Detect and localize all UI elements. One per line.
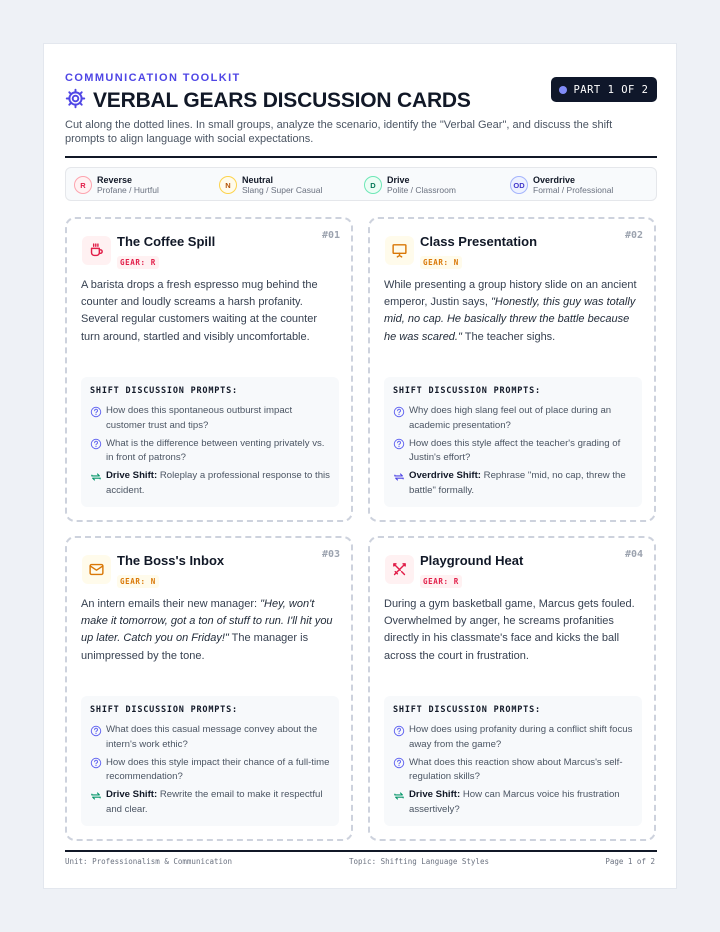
legend-item-reverse [74, 175, 159, 195]
discussion-card [368, 217, 656, 522]
title-row [65, 88, 471, 114]
shift-text: Drive Shift: Rewrite the email to make it respectful and clear. [106, 789, 323, 815]
prompt-text: What is the difference between venting privately vs. in front of patrons? [106, 437, 325, 463]
legend-item-drive [364, 175, 456, 195]
shift-item [90, 788, 330, 817]
discussion-card [65, 217, 353, 522]
card-title: Playground Heat [420, 553, 524, 568]
card-title: The Boss's Inbox [117, 553, 225, 568]
shift-arrows-icon [393, 471, 405, 483]
shift-item [393, 788, 633, 817]
prompt-text: What does this reaction show about Marcus's self-regulation skills? [409, 756, 623, 782]
prompt-text: How does this spontaneous outburst impact customer trust and tips? [106, 405, 293, 431]
card-number: #02 [624, 230, 643, 241]
prompt-item [90, 437, 330, 466]
coffee-cup-icon [82, 236, 111, 265]
discussion-card [65, 536, 353, 841]
footer-divider [65, 850, 657, 852]
prompt-text: How does this style impact their chance of a full-time recommendation? [106, 756, 330, 782]
worksheet-page [43, 43, 677, 889]
legend-item-neutral [219, 175, 322, 195]
gear-legend [65, 167, 657, 201]
mail-icon [82, 555, 111, 584]
legend-desc: Polite / Classroom [387, 185, 456, 195]
question-icon [393, 725, 405, 737]
card-number: #04 [624, 549, 643, 560]
prompt-item [393, 723, 633, 752]
prompts-heading: SHIFT DISCUSSION PROMPTS: [393, 386, 541, 396]
prompts-box [81, 377, 339, 507]
card-number: #01 [321, 230, 340, 241]
presentation-icon [385, 236, 414, 265]
legend-badge: D [364, 176, 382, 194]
prompt-item [393, 756, 633, 785]
prompt-item [90, 404, 330, 433]
header-divider [65, 156, 657, 158]
shift-item [393, 469, 633, 498]
prompts-heading: SHIFT DISCUSSION PROMPTS: [393, 705, 541, 715]
instructions-text: Cut along the dotted lines. In small groups, analyze the scenario, identify the "Verbal Gear", and discuss the shift prompts to align language with social expectations. [65, 119, 613, 145]
question-icon [393, 438, 405, 450]
footer-topic: Topic: Shifting Language Styles [349, 857, 489, 866]
legend-badge: OD [510, 176, 528, 194]
gear-tag: GEAR: R [420, 575, 462, 588]
question-icon [393, 757, 405, 769]
prompts-box [384, 696, 642, 826]
shift-arrows-icon [90, 471, 102, 483]
question-icon [90, 725, 102, 737]
question-icon [90, 438, 102, 450]
legend-desc: Profane / Hurtful [97, 185, 159, 195]
legend-name: Overdrive [533, 175, 576, 185]
shift-text: Overdrive Shift: Rephrase "mid, no cap, threw the battle" formally. [409, 470, 626, 496]
shift-text: Drive Shift: Roleplay a professional response to this accident. [106, 470, 330, 496]
crossed-swords-icon [385, 555, 414, 584]
page-title: VERBAL GEARS DISCUSSION CARDS [93, 89, 471, 112]
shift-arrows-icon [90, 790, 102, 802]
discussion-card [368, 536, 656, 841]
gear-tag: GEAR: N [117, 575, 159, 588]
prompt-item [90, 723, 330, 752]
legend-name: Reverse [97, 175, 133, 185]
prompts-heading: SHIFT DISCUSSION PROMPTS: [90, 386, 238, 396]
legend-desc: Formal / Professional [533, 185, 614, 195]
question-icon [90, 757, 102, 769]
prompts-box [81, 696, 339, 826]
scenario-text: During a gym basketball game, Marcus gets fouled. Overwhelmed by anger, he screams profanities directly in his classmate's face and kicks the ball across the court in frustration. [384, 598, 635, 662]
shift-arrows-icon [393, 790, 405, 802]
prompt-text: What does this casual message convey about the intern's work ethic? [106, 724, 318, 750]
gear-tag: GEAR: N [420, 256, 462, 269]
prompt-text: Why does high slang feel out of place during an academic presentation? [409, 405, 612, 431]
question-icon [90, 406, 102, 418]
card-title: Class Presentation [420, 234, 538, 249]
legend-name: Drive [387, 175, 410, 185]
legend-desc: Slang / Super Casual [242, 185, 323, 195]
prompt-text: How does using profanity during a conflict shift focus away from the game? [409, 724, 633, 750]
shift-item [90, 469, 330, 498]
part-badge [551, 77, 657, 102]
prompt-item [393, 404, 633, 433]
prompts-heading: SHIFT DISCUSSION PROMPTS: [90, 705, 238, 715]
prompt-item [90, 756, 330, 785]
footer-page: Page 1 of 2 [605, 857, 655, 866]
prompt-text: How does this style affect the teacher's grading of Justin's effort? [409, 437, 621, 463]
question-icon [393, 406, 405, 418]
legend-badge: N [219, 176, 237, 194]
kicker-label: COMMUNICATION TOOLKIT [65, 72, 241, 84]
footer-unit: Unit: Professionalism & Communication [65, 857, 233, 866]
part-label: PART 1 OF 2 [573, 83, 649, 96]
prompts-box [384, 377, 642, 507]
legend-name: Neutral [242, 175, 274, 185]
gear-tag: GEAR: R [117, 256, 159, 269]
prompt-item [393, 437, 633, 466]
scenario-text: An intern emails their new manager: "Hey, won't make it tomorrow, got a ton of stuff to run. I'll hit you up later. Catch you on Friday!" The manager is unimpressed by the tone. [81, 598, 333, 662]
scenario-text: A barista drops a fresh espresso mug behind the counter and loudly screams a harsh profanity. Several regular customers waiting at the counter turn around, startled and visibly uncomfortable. [81, 279, 318, 343]
shift-text: Drive Shift: How can Marcus voice his frustration assertively? [409, 789, 620, 815]
card-number: #03 [321, 549, 340, 560]
legend-badge: R [74, 176, 92, 194]
scenario-text: While presenting a group history slide on an ancient emperor, Justin says, "Honestly, this guy was totally mid, no cap. He basically threw the battle because he was scared." The teacher sighs. [384, 279, 637, 343]
gear-icon [65, 88, 93, 114]
card-title: The Coffee Spill [117, 234, 216, 249]
part-dot [559, 86, 567, 94]
legend-item-overdrive [510, 175, 613, 195]
